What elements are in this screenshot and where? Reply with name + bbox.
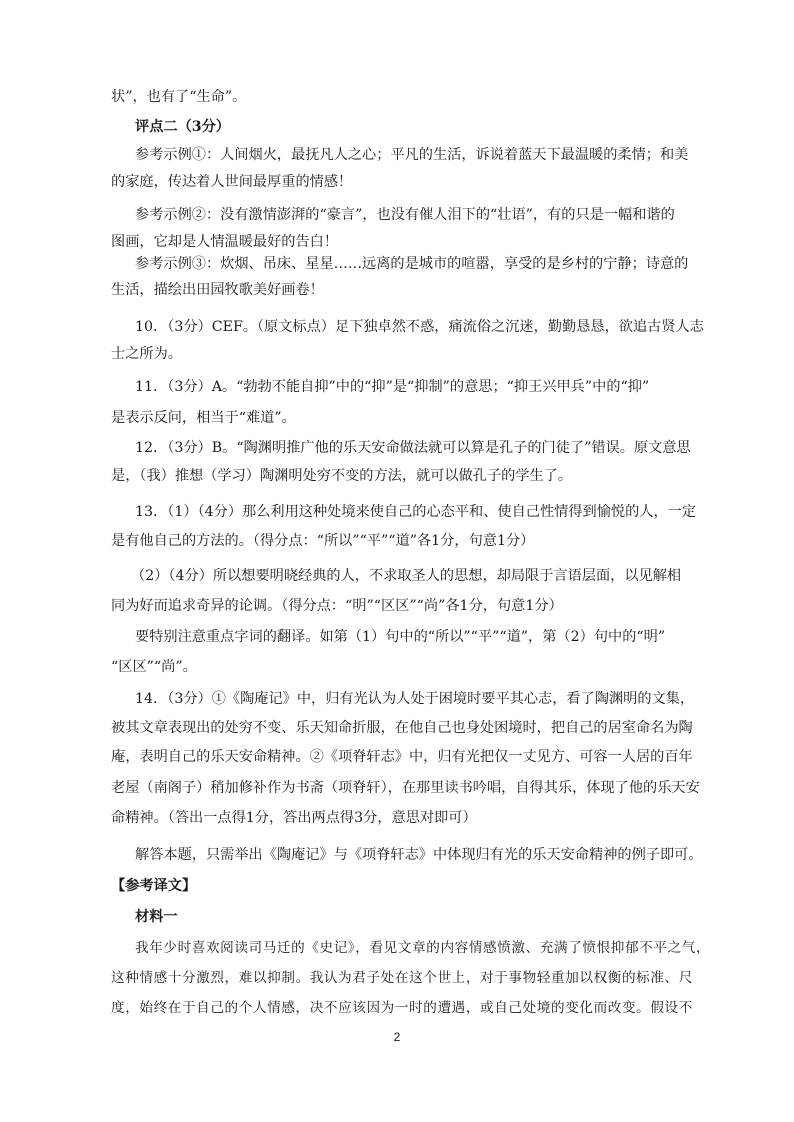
text-line: 参考示例③：炊烟、吊床、星星……远离的是城市的喧嚣，享受的是乡村的宁静；诗意的: [135, 256, 689, 272]
translation-line: 这种情感十分激烈，难以抑制。我认为君子处在这个世上，对于事物轻重加以权衡的标准、尺: [111, 970, 693, 986]
text-line: 的家庭，传达着人世间最厚重的情感！: [111, 174, 353, 190]
text-line: 士之所为。: [111, 346, 182, 362]
text-line: 同为好而追求奇异的论调。（得分点：“明”“区区”“尚”各1分，句意1分）: [111, 598, 563, 614]
section-heading: 【参考译文】: [111, 878, 197, 894]
translation-line: 度，始终在于自己的个人情感，决不应该因为一时的遭遇，或自己处境的变化而改变。假设不: [111, 1000, 693, 1016]
answer-line: 13．（1）（4分）那么利用这种处境来使自己的心态平和、使自己性情得到愉悦的人，一定: [135, 504, 697, 520]
text-line: 生活，描绘出田园牧歌美好画卷！: [111, 282, 324, 298]
text-line: 状”，也有了“生命”。: [111, 89, 247, 105]
text-line: 要特别注意重点字词的翻译。如第（1）句中的“所以”“平”“道”，第（2）句中的“明”: [135, 629, 666, 645]
text-line: 老屋（南阁子）稍加修补作为书斋（项脊轩），在那里读书吟唱，自得其乐，体现了他的乐天安: [111, 780, 700, 796]
answer-line: 14．（3分）①《陶庵记》中，归有光认为人处于困境时要平其心志，看了陶渊明的文集，: [135, 691, 695, 707]
answer-line: （2）（4分）所以想要明晓经典的人，不求取圣人的思想，却局限于言语层面，以见解相: [131, 568, 682, 584]
text-line: 参考示例②：没有激情澎湃的“豪言”，也没有催人泪下的“壮语”，有的只是一幅和谐的: [135, 207, 675, 223]
section-heading: 评点二（3分）: [135, 119, 230, 135]
answer-line: 12．（3分）B。“陶渊明推广他的乐天安命做法就可以算是孔子的门徒了”错误。原文意思: [135, 440, 691, 456]
translation-line: 我年少时喜欢阅读司马迁的《史记》，看见文章的内容情感愤激、充满了愤恨抑郁不平之气，: [135, 940, 711, 956]
text-line: 是有他自己的方法的。（得分点：“所以”“平”“道”各1分，句意1分）: [111, 533, 535, 549]
text-line: 参考示例①：人间烟火，最抚凡人之心；平凡的生活，诉说着蓝天下最温暖的柔情；和美: [135, 147, 689, 163]
material-heading: 材料一: [135, 909, 178, 925]
page-number: 2: [393, 1030, 401, 1044]
answer-line: 10．（3分）CEF。（原文标点）足下独卓然不惑，痛流俗之沉迷，勤勤恳恳，欲追古贤人志: [135, 319, 704, 335]
text-line: 被其文章表现出的处穷不变、乐天知命折服，在他自己也身处困境时，把自己的居室命名为陶: [111, 720, 693, 736]
answer-line: 11．（3分）A。“勃勃不能自抑”中的“抑”是“抑制”的意思；“抑王兴甲兵”中的“抑”: [135, 379, 650, 395]
text-line: 图画，它却是人情温暖最好的告白！: [111, 234, 339, 250]
text-line: 解答本题，只需举出《陶庵记》与《项脊轩志》中体现归有光的乐天安命精神的例子即可。: [135, 847, 703, 863]
text-line: 庵，表明自己的乐天安命精神。②《项脊轩志》中，归有光把仅一丈见方、可容一人居的百年: [111, 749, 693, 765]
text-line: 是，（我）推想（学习）陶渊明处穷不变的方法，就可以做孔子的学生了。: [111, 468, 573, 484]
text-line: 是表示反问，相当于“难道”。: [111, 410, 296, 426]
text-line: “区区”“尚”。: [111, 659, 197, 675]
text-line: 命精神。（答出一点得1分，答出两点得3分，意思对即可）: [111, 810, 477, 826]
